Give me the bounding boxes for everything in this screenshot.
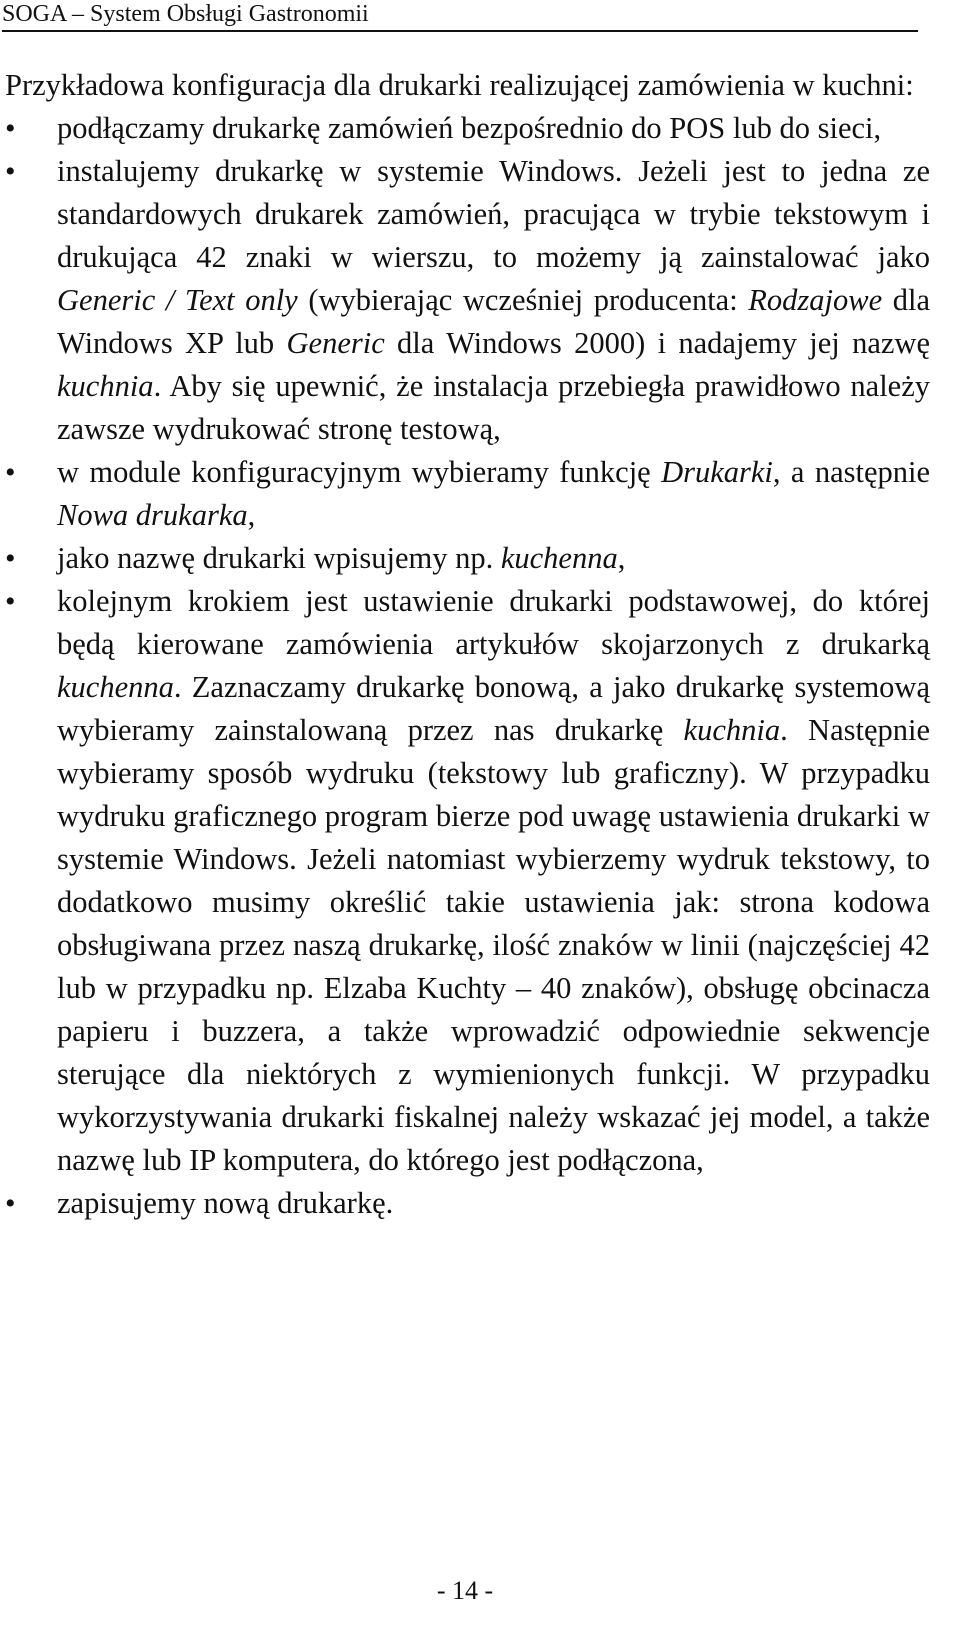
bullet-icon: • [5, 155, 16, 188]
list-item [5, 537, 930, 580]
list-item-text: zapisujemy nową drukarkę. [57, 1186, 394, 1220]
page-footer [0, 1576, 930, 1606]
document-body [5, 64, 930, 1225]
italic-term: kuchenna [57, 670, 174, 704]
bullet-list [5, 107, 930, 1225]
list-item [5, 1182, 930, 1225]
italic-term: kuchenna [500, 541, 618, 575]
bullet-icon: • [5, 585, 16, 618]
bullet-icon: • [5, 1187, 16, 1220]
list-item-text: kolejnym krokiem jest ustawienie drukarki podstawowej, do której będą kierowane zamówienia artykułów skojarzonych z drukarką [57, 584, 930, 661]
list-item-text: . Aby się upewnić, że instalacja przebiegła prawidłowo należy zawsze wydrukować stronę testową, [57, 369, 930, 446]
list-item [5, 580, 930, 1182]
list-item-text: . Zaznaczamy drukarkę bonową, a jako drukarkę systemową wybieramy zainstalowaną przez nas drukarkę [57, 670, 930, 747]
list-item-text: podłączamy drukarkę zamówień bezpośrednio do POS lub do sieci, [57, 111, 882, 145]
intro-paragraph: Przykładowa konfiguracja dla drukarki realizującej zamówienia w kuchni: [5, 68, 914, 102]
list-item-text: dla Windows XP lub [57, 283, 930, 360]
list-item-text: instalujemy drukarkę w systemie Windows. Jeżeli jest to jedna ze standardowych drukarek zamówień, pracująca w trybie tekstowym i drukująca 42 znaki w wierszu, to możemy ją zainstalować jako [57, 154, 930, 274]
italic-term: kuchnia [683, 713, 781, 747]
list-item-text: w module konfiguracyjnym wybieramy funkcję [57, 455, 662, 489]
list-item-text: , a następnie [772, 455, 931, 489]
list-item-text: jako nazwę drukarki wpisujemy np. [57, 541, 501, 575]
bullet-icon: • [5, 456, 16, 489]
italic-term: Nowa drukarka [57, 498, 248, 532]
list-item-text: (wybierając wcześniej producenta: [297, 283, 749, 317]
list-item [5, 150, 930, 451]
italic-term: Generic [286, 326, 385, 360]
list-item [5, 451, 930, 537]
italic-term: kuchnia [57, 369, 154, 403]
list-item-text: dla Windows 2000) i nadajemy jej nazwę [384, 326, 930, 360]
list-item-text: . Następnie wybieramy sposób wydruku (tekstowy lub graficzny). W przypadku wydruku graficznego program bierze pod uwagę ustawienia drukarki w systemie Windows. Jeżeli natomiast wybierzemy wydruk tekstowy, to dodatkowo musimy określić takie ustawienia jak: strona kodowa obsługiwana przez naszą drukarkę, ilość znaków w linii (najczęściej 42 lub w przypadku np. Elzaba Kuchty – 40 znaków), obsługę obcinacza papieru i buzzera, a także wprowadzić odpowiednie sekwencje sterujące dla niektórych z wymienionych funkcji. W przypadku wykorzystywania drukarki fiskalnej należy wskazać jej model, a także nazwę lub IP komputera, do którego jest podłączona, [57, 713, 930, 1177]
header-title: SOGA – System Obsługi Gastronomii [2, 1, 369, 27]
italic-term: Generic / Text only [57, 283, 298, 317]
page-header [2, 0, 918, 32]
italic-term: Rodzajowe [748, 283, 883, 317]
italic-term: Drukarki [661, 455, 773, 489]
list-item [5, 107, 930, 150]
list-item-text: , [617, 541, 626, 575]
bullet-icon: • [5, 542, 16, 575]
bullet-icon: • [5, 112, 16, 145]
page-number: - 14 - [436, 1576, 494, 1605]
list-item-text: , [247, 498, 256, 532]
